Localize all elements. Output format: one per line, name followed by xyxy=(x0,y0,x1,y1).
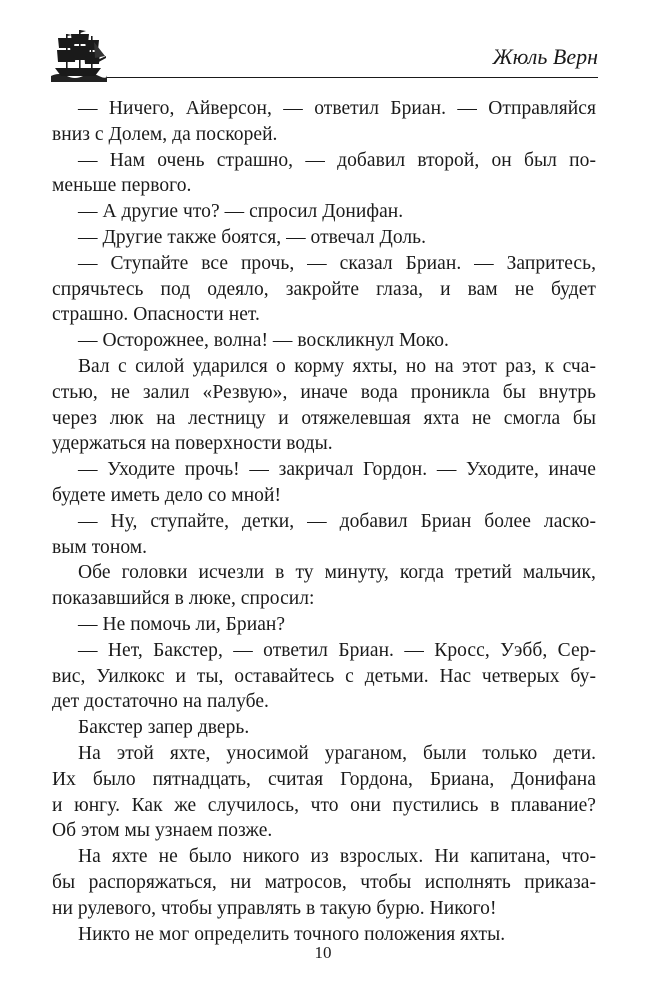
text-line: — Ничего, Айверсон, — ответил Бриан. — Отправляйся xyxy=(78,98,596,119)
paragraph xyxy=(52,354,596,457)
text-line: Их было пятнадцать, считая Гордона, Бриана, Донифана xyxy=(52,768,596,790)
text-line: — Нам очень страшно, — добавил второй, он был по- xyxy=(78,149,596,171)
sailing-ship-icon xyxy=(49,28,107,82)
text-line: — А другие что? — спросил Донифан. xyxy=(78,201,404,223)
paragraph xyxy=(52,328,596,354)
paragraph xyxy=(52,225,596,251)
paragraph xyxy=(52,148,596,200)
text-line: — Не помочь ли, Бриан? xyxy=(78,613,286,635)
text-line: — Осторожнее, волна! — воскликнул Моко. xyxy=(78,330,449,352)
text-line: и юнгу. Как же случилось, что они пустились в плавание? xyxy=(52,794,596,816)
text-line: — Ступайте все прочь, — сказал Бриан. — Запритесь, xyxy=(78,252,596,274)
paragraph xyxy=(52,457,596,509)
text-line: ни рулевого, чтобы управлять в такую бурю. Никого! xyxy=(52,897,497,919)
page-number: 10 xyxy=(314,943,332,962)
text-line: вис, Уилкокс и ты, оставайтесь с детьми. Нас четверых бу- xyxy=(52,665,596,687)
paragraph xyxy=(52,844,596,921)
text-line: Обе головки исчезли в ту минуту, когда третий мальчик, xyxy=(78,562,596,584)
text-line: вым тоном. xyxy=(52,536,148,558)
paragraph xyxy=(52,199,596,225)
text-line: удержаться на поверхности воды. xyxy=(52,433,333,455)
paragraph xyxy=(52,715,596,741)
text-line: На яхте не было никого из взрослых. Ни капитана, что- xyxy=(78,846,596,868)
paragraph xyxy=(52,741,596,844)
text-line: На этой яхте, уносимой ураганом, были только дети. xyxy=(78,742,596,764)
running-header xyxy=(47,22,598,84)
text-line: Бакстер запер дверь. xyxy=(78,717,250,739)
text-line: через люк на лестницу и отяжелевшая яхта не смогла бы xyxy=(52,407,596,429)
header-rule xyxy=(107,77,598,78)
text-line: стью, не залил «Резвую», иначе вода проникла бы внутрь xyxy=(52,381,596,403)
text-line: — Ну, ступайте, детки, — добавил Бриан более ласко- xyxy=(78,510,596,532)
text-line: вниз с Долем, да поскорей. xyxy=(52,123,278,145)
text-line: — Другие также боятся, — отвечал Доль. xyxy=(78,226,427,248)
text-line: бы распоряжаться, ни матросов, чтобы исполнять приказа- xyxy=(52,871,596,893)
paragraph xyxy=(52,612,596,638)
text-line: Никто не мог определить точного положения яхты. xyxy=(78,923,506,945)
paragraph xyxy=(52,560,596,612)
text-line: спрячьтесь под одеяло, закройте глаза, и вам не будет xyxy=(52,278,596,300)
body-text xyxy=(52,96,596,947)
text-line: — Уходите прочь! — закричал Гордон. — Уходите, иначе xyxy=(78,459,596,481)
text-line: меньше первого. xyxy=(52,175,192,197)
text-line: будете иметь дело со мной! xyxy=(52,484,282,506)
paragraph xyxy=(52,509,596,561)
text-line: показавшийся в люке, спросил: xyxy=(52,588,315,610)
paragraph xyxy=(52,96,596,148)
text-line: Вал с силой ударился о корму яхты, но на этот раз, к сча- xyxy=(78,355,596,377)
text-line: страшно. Опасности нет. xyxy=(52,304,260,326)
text-line: дет достаточно на палубе. xyxy=(52,691,269,713)
paragraph xyxy=(52,251,596,328)
text-line: Об этом мы узнаем позже. xyxy=(52,820,273,842)
text-line: — Нет, Бакстер, — ответил Бриан. — Кросс, Уэбб, Сер- xyxy=(78,639,596,661)
paragraph xyxy=(52,638,596,715)
running-header-author: Жюль Верн xyxy=(492,44,598,69)
